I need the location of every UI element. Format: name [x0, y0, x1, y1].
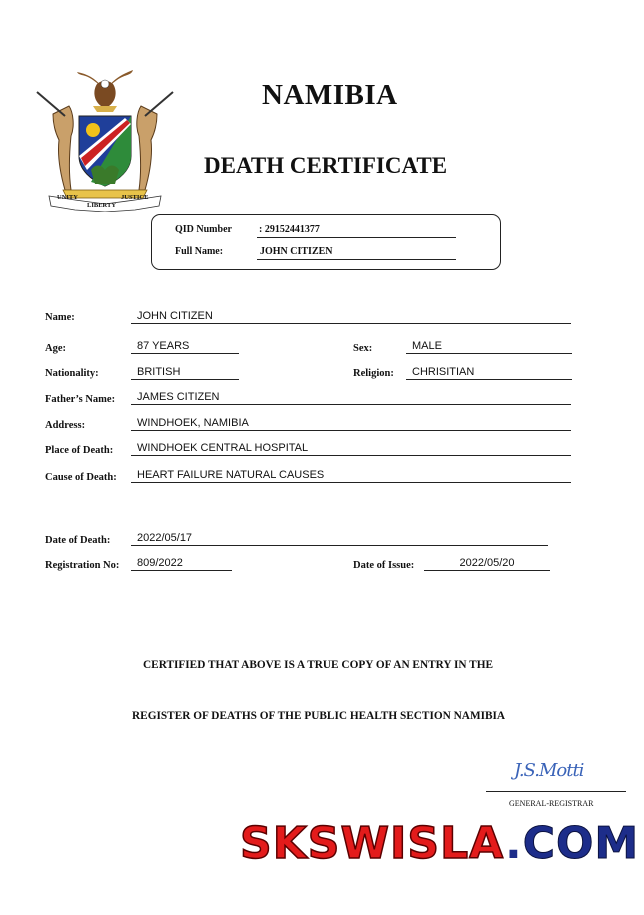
age-value: 87 YEARS: [131, 339, 239, 354]
date-of-issue-value: 2022/05/20: [424, 556, 550, 571]
coat-of-arms-emblem-icon: [35, 66, 175, 212]
date-of-death-label: Date of Death:: [45, 535, 111, 546]
motto-justice: JUSTICE: [121, 194, 149, 201]
qid-label: QID Number: [175, 224, 232, 235]
id-box: [151, 214, 501, 270]
place-of-death-label: Place of Death:: [45, 445, 114, 456]
fullname-value: JOHN CITIZEN: [257, 246, 456, 260]
coat-of-arms: [35, 66, 175, 212]
name-label: Name:: [45, 312, 75, 323]
father-value: JAMES CITIZEN: [131, 390, 571, 405]
motto-unity: UNITY: [57, 194, 78, 201]
religion-label: Religion:: [353, 368, 394, 379]
registration-number-label: Registration No:: [45, 560, 120, 571]
country-title: NAMIBIA: [262, 79, 398, 111]
place-of-death-value: WINDHOEK CENTRAL HOSPITAL: [131, 441, 571, 456]
sex-label: Sex:: [353, 343, 373, 354]
registrar-role: GENERAL-REGISTRAR: [509, 799, 594, 808]
cause-of-death-label: Cause of Death:: [45, 472, 117, 483]
registrar-signature: J.S.Motti: [514, 760, 584, 781]
age-label: Age:: [45, 343, 66, 354]
motto-liberty: LIBERTY: [87, 202, 117, 209]
watermark-part-1: SKSWISLA: [240, 818, 505, 869]
document-title: DEATH CERTIFICATE: [204, 153, 448, 178]
qid-value: : 29152441377: [257, 224, 456, 238]
name-value: JOHN CITIZEN: [131, 309, 571, 324]
father-label: Father’s Name:: [45, 394, 116, 405]
nationality-label: Nationality:: [45, 368, 99, 379]
religion-value: CHRISITIAN: [406, 365, 572, 380]
signature-line: [486, 791, 626, 792]
nationality-value: BRITISH: [131, 365, 239, 380]
watermark-part-2: COM: [522, 818, 640, 869]
watermark: [240, 818, 639, 869]
address-label: Address:: [45, 420, 86, 431]
cause-of-death-value: HEART FAILURE NATURAL CAUSES: [131, 468, 571, 483]
address-value: WINDHOEK, NAMIBIA: [131, 416, 571, 431]
certification-line-1: CERTIFIED THAT ABOVE IS A TRUE COPY OF AN ENTRY IN THE: [143, 659, 494, 671]
registration-number-value: 809/2022: [131, 556, 232, 571]
sex-value: MALE: [406, 339, 572, 354]
date-of-death-value: 2022/05/17: [131, 531, 548, 546]
fullname-label: Full Name:: [175, 246, 224, 257]
certification-line-2: REGISTER OF DEATHS OF THE PUBLIC HEALTH SECTION NAMIBIA: [132, 710, 506, 722]
date-of-issue-label: Date of Issue:: [353, 560, 415, 571]
watermark-dot: .: [504, 818, 523, 869]
